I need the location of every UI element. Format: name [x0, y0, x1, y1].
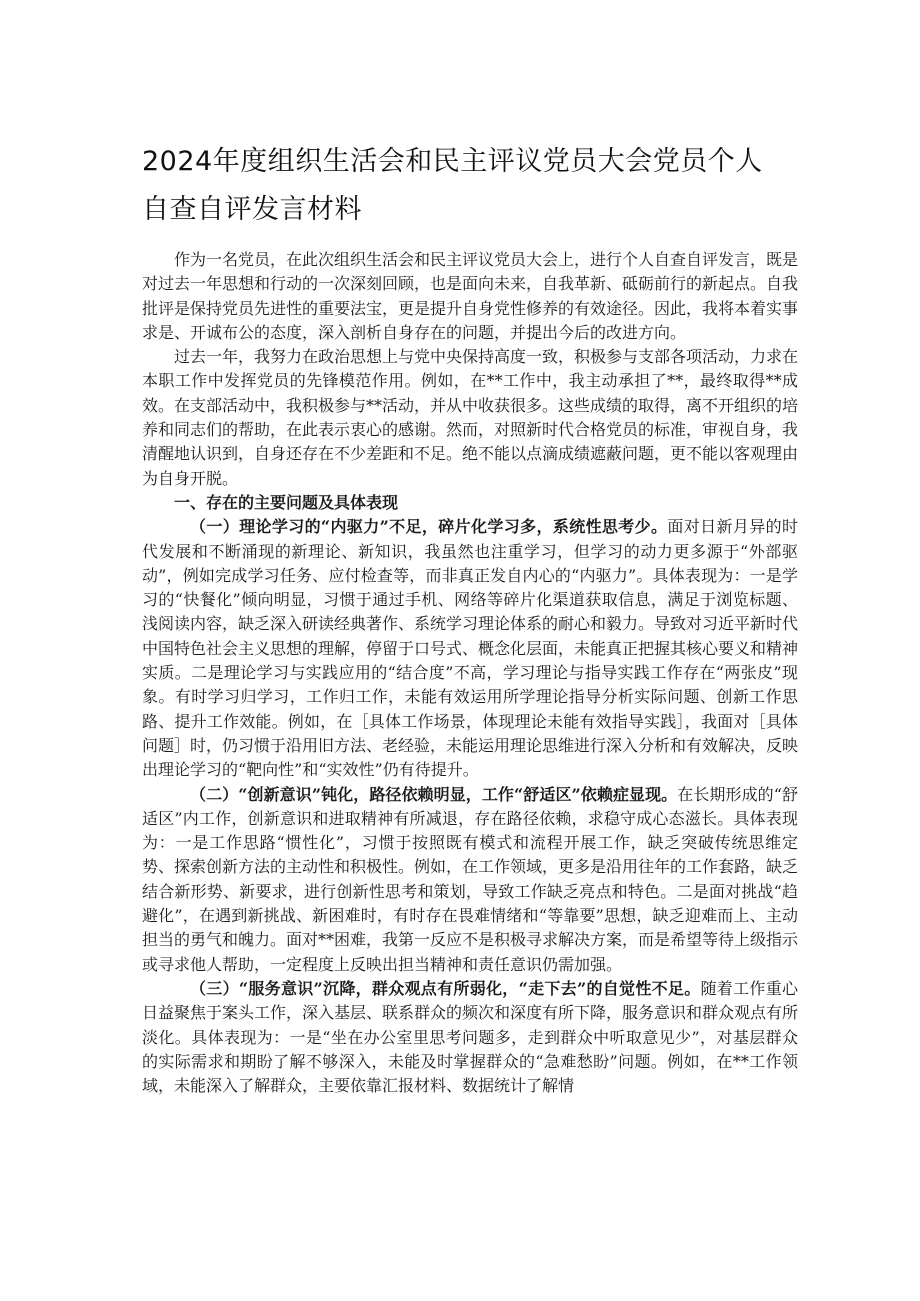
section-heading: 一、存在的主要问题及具体表现: [174, 492, 399, 512]
problem-item-1-body: 面对日新月异的时代发展和不断涌现的新理论、新知识，我虽然也注重学习，但学习的动力更多源于“外部驱动”，例如完成学习任务、应付检查等，而非真正发自内心的“内驱力”。具体表现为：一是学习的“快餐化”倾向明显，习惯于通过手机、网络等碎片化渠道获取信息，满足于浏览标题、浅阅读内容，缺乏深入研读经典著作、系统学习理论体系的耐心和毅力。导致对习近平新时代中国特色社会主义思想的理解，停留于口号式、概念化层面，未能真正把握其核心要义和精神实质。二是理论学习与实践应用的“结合度”不高，学习理论与指导实践工作存在“两张皮”现象。有时学习归学习，工作归工作，未能有效运用所学理论指导分析实际问题、创新工作思路、提升工作效能。例如，在［具体工作场景，体现理论未能有效指导实践］，我面对［具体问题］时，仍习惯于沿用旧方法、老经验，未能运用理论思维进行深入分析和有效解决，反映出理论学习的“靶向性”和“实效性”仍有待提升。: [142, 517, 799, 780]
title-line-1: 2024年度组织生活会和民主评议党员大会党员个人: [142, 146, 763, 177]
problem-item-2: [142, 783, 798, 977]
intro-paragraph: 作为一名党员，在此次组织生活会和民主评议党员大会上，进行个人自查自评发言，既是对过去一年思想和行动的一次深刻回顾，也是面向未来，自我革新、砥砺前行的新起点。自我批评是保持党员先进性的重要法宝，更是提升自身党性修养的有效途径。因此，我将本着实事求是、开诚布公的态度，深入剖析自身存在的问题，并提出今后的改进方向。: [142, 250, 799, 342]
problem-item-2-body: 在长期形成的“舒适区”内工作，创新意识和进取精神有所减退，存在路径依赖，求稳守成心态滋长。具体表现为：一是工作思路“惯性化”，习惯于按照既有模式和流程开展工作，缺乏突破传统思维定势、探索创新方法的主动性和积极性。例如，在工作领域，更多是沿用往年的工作套路，缺乏结合新形势、新要求，进行创新性思考和策划，导致工作缺乏亮点和特色。二是面对挑战“趋避化”，在遇到新挑战、新困难时，有时存在畏难情绪和“等靠要”思想，缺乏迎难而上、主动担当的勇气和魄力。面对**困难，我第一反应不是积极寻求解决方案，而是希望等待上级指示或寻求他人帮助，一定程度上反映出担当精神和责任意识仍需加强。: [142, 784, 799, 974]
problem-item-3-lead: （三）“服务意识”沉降，群众观点有所弱化，“走下去”的自觉性不足。: [190, 978, 701, 998]
document-title: [142, 138, 798, 234]
problem-item-2-lead: （二）“创新意识”钝化，路径依赖明显，工作“舒适区”依赖症显现。: [190, 784, 678, 804]
review-paragraph: 过去一年，我努力在政治思想上与党中央保持高度一致，积极参与支部各项活动，力求在本职工作中发挥党员的先锋模范作用。例如，在**工作中，我主动承担了**，最终取得**成效。在支部活动中，我积极参与**活动，并从中收获很多。这些成绩的取得，离不开组织的培养和同志们的帮助，在此表示衷心的感谢。然而，对照新时代合格党员的标准，审视自身，我清醒地认识到，自身还存在不少差距和不足。绝不能以点滴成绩遮蔽问题，更不能以客观理由为自身开脱。: [142, 347, 799, 488]
title-line-2: 自查自评发言材料: [142, 194, 362, 225]
problem-item-1-lead: （一）理论学习的“内驱力”不足，碎片化学习多，系统性思考少。: [190, 517, 668, 537]
problem-item-3: [142, 977, 798, 1098]
problem-item-3-body: 随着工作重心日益聚焦于案头工作，深入基层、联系群众的频次和深度有所下降，服务意识和群众观点有所淡化。具体表现为：一是“坐在办公室里思考问题多，走到群众中听取意见少”，对基层群众的实际需求和期盼了解不够深入，未能及时掌握群众的“急难愁盼”问题。例如，在**工作领域，未能深入了解群众，主要依靠汇报材料、数据统计了解情: [142, 978, 799, 1096]
document-page: [142, 138, 798, 1098]
problem-item-1: [142, 515, 798, 782]
